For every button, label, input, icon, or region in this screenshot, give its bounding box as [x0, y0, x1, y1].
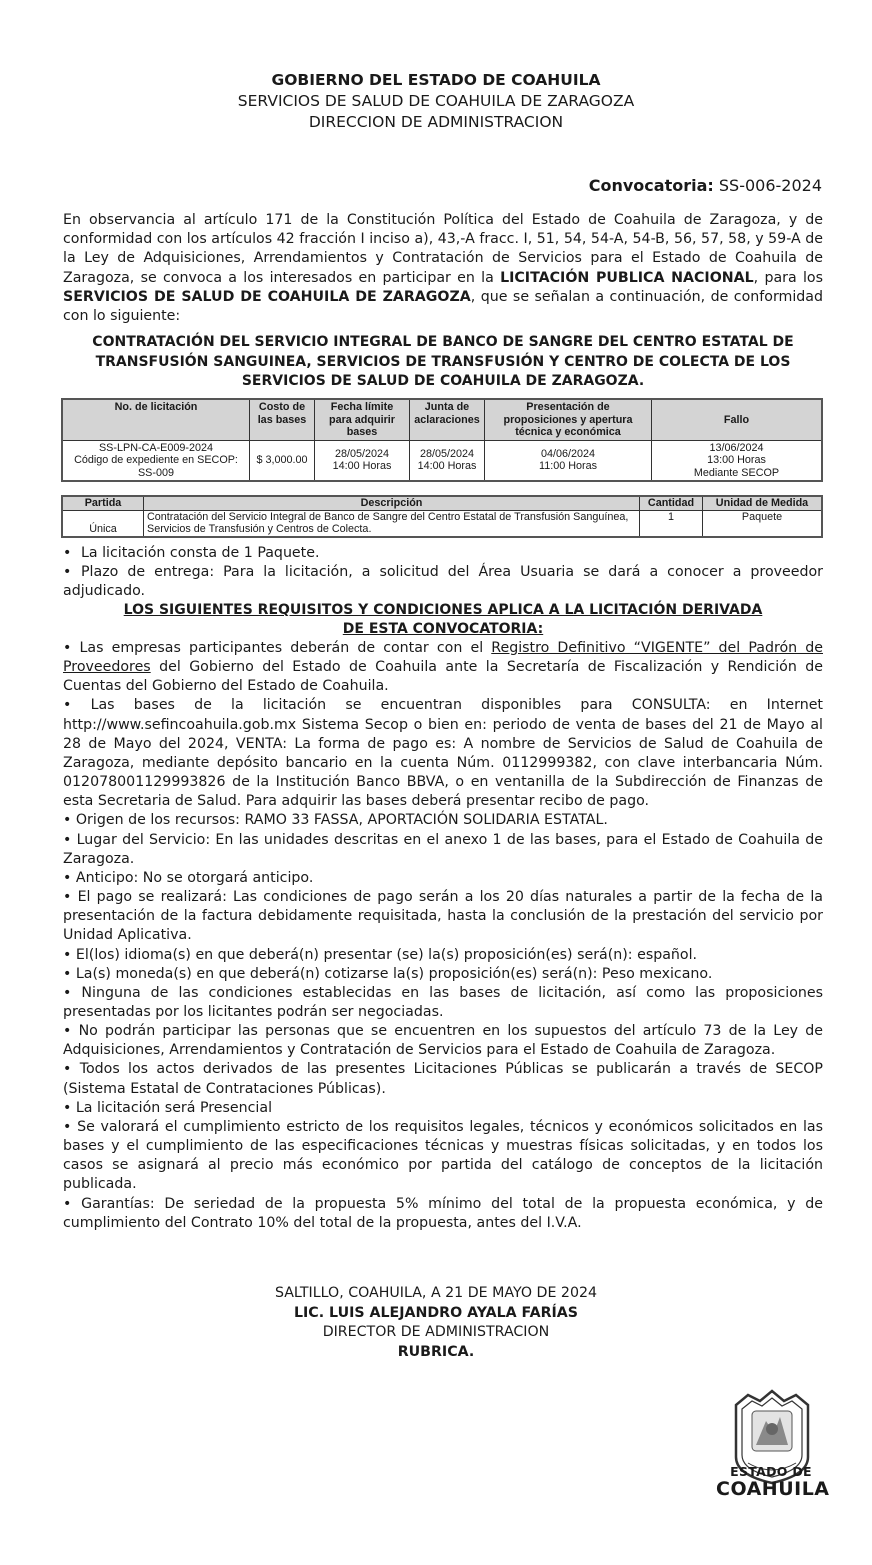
req-text: Se valorará el cumplimiento estricto de los requisitos legales, técnicos y económicos solicitados en las bases y el cumplimiento de las especificaciones técnicas y muestras físicas solicitadas, y en todos los casos se asignará al precio más económico por partida del catálogo de conceptos de la licitación publicada.: [63, 1118, 823, 1193]
logo-coahuila: COAHUILA: [716, 1478, 830, 1500]
req-text: VENTA: La forma de pago es: A nombre de Servicios de Salud de Coahuila de Zaragoza, mediante depósito bancario en la cuenta Núm.: [63, 735, 823, 771]
convocatoria-number: [589, 176, 822, 195]
list-item: • Las bases de la licitación se encuentran disponibles para CONSULTA: en Internet http://www.sefincoahuila.gob.mx Sistema Secop o bien en: periodo de venta de bases del 21 de Mayo al 28 de Mayo del 2024, VENTA: La forma de pago es: A nombre de Servicios de Salud de Coahuila de Zaragoza, mediante depósito bancario en la cuenta Núm. 0112999382, con clave interbancaria Núm. 012078001129993826 de la Institución Banco BBVA, o en ventanilla de la Subdirección de Finanzas de esta Secretaria de Salud. Para adquirir las bases deberá presentar recibo de pago.: [63, 697, 824, 810]
presentacion-date: 04/06/2024: [540, 447, 596, 460]
licitacion-number: SS-LPN-CA-E009-2024: [98, 441, 214, 454]
signer-name: LIC. LUIS ALEJANDRO AYALA FARÍAS: [293, 1304, 579, 1321]
list-item: • Todos los actos derivados de las presentes Licitaciones Públicas se publicarán a través de SECOP (Sistema Estatal de Contrataciones Públicas).: [63, 1061, 823, 1097]
fallo-time: 13:00 Horas: [707, 454, 766, 466]
cell-fecha-limite: [315, 440, 410, 481]
list-item: • El pago se realizará: Las condiciones de pago serán a los 20 días naturales a partir de la fecha de la presentación de la factura debidamente requisitada, hasta la conclusión de la prestación del servicio por Unidad Aplicativa.: [63, 889, 823, 944]
req-text: Las empresas participantes deberán de contar con el: [79, 640, 492, 656]
notes-list: [63, 544, 823, 602]
cell-costo: $ 3,000.00: [250, 440, 315, 481]
list-item: • No podrán participar las personas que se encuentren en los supuestos del artículo 73 de la Ley de Adquisiciones, Arrendamientos y Contratación de Servicios para el Estado de Coahuila de Zaragoza.: [63, 1023, 823, 1059]
table-row: [62, 440, 822, 481]
table-row: [62, 510, 822, 537]
intro-bold-licitacion: LICITACIÓN PUBLICA NACIONAL: [500, 269, 754, 286]
service-title: CONTRATACIÓN DEL SERVICIO INTEGRAL DE BANCO DE SANGRE DEL CENTRO ESTATAL DE TRANSFUSIÓN SANGUINEA, SERVICIOS DE TRANSFUSIÓN Y CENTRO DE COLECTA DE LOS SERVICIOS DE SALUD DE COAHUILA DE ZARAGOZA.: [92, 334, 794, 389]
junta-date: 28/05/2024: [419, 447, 475, 460]
cell-unidad: Paquete: [703, 510, 823, 537]
list-item: • El(los) idioma(s) en que deberá(n) presentar (se) la(s) proposición(es) será(n): español.: [63, 946, 698, 963]
clabe-number: 012078001129993826: [63, 774, 226, 791]
col-header: Junta de aclaraciones: [410, 399, 485, 440]
cell-licitacion: [62, 440, 250, 481]
fallo-date: 13/06/2024: [709, 441, 764, 454]
licitacion-table: [61, 398, 823, 482]
intro-paragraph: [63, 211, 823, 326]
header-direction: DIRECCION DE ADMINISTRACION: [308, 113, 564, 131]
req-text: en Internet: [710, 697, 823, 714]
account-number: 0112999382: [502, 754, 593, 771]
list-item: • Ninguna de las condiciones establecidas en las bases de licitación, así como las proposiciones presentadas por los licitantes podrán ser negociadas.: [63, 984, 823, 1020]
intro-text: , que se señalan a continuación, de conformidad con lo siguiente:: [63, 288, 823, 325]
cell-presentacion: [485, 440, 652, 481]
req-text: El(los) idioma(s) en que deberá(n) presentar (se) la(s) proposición(es) será(n): español.: [75, 946, 698, 963]
req-text: CONSULTA:: [631, 697, 711, 714]
col-header: Cantidad: [640, 496, 703, 510]
list-item: • Anticipo: No se otorgará anticipo.: [63, 869, 314, 886]
req-text: , o en ventanilla de la Subdirección de Finanzas de esta Secretaria de Salud. Para adquirir las bases deberá presentar recibo de pago.: [63, 774, 823, 810]
list-item: • Las empresas participantes deberán de contar con el Registro Definitivo “VIGENTE” del Padrón de Proveedores del Gobierno del Estado de Coahuila ante la Secretaría de Fiscalización y Rendición de Cuentas del Gobierno del Estado de Coahuila.: [63, 640, 823, 695]
req-text: Anticipo: No se otorgará anticipo.: [75, 869, 314, 886]
cell-descripcion: Contratación del Servicio Integral de Banco de Sangre del Centro Estatal de Transfusión Sanguínea, Servicios de Transfusión y Centros de Colecta.: [144, 510, 640, 537]
intro-text: En observancia al artículo 171 de la Constitución Política del Estado de Coahuila de Zaragoza, y de conformidad con los artículos 42 fracción I inciso a), 43,-A fracc. I, 51, 54, 54-A, 54-B, 56, 57, 58, y 59-A de la Ley de Adquisiciones, Arrendamientos y Contratación de Servicios para el Estado de Coahuila de Zaragoza, se convoca a los interesados en participar en la: [63, 212, 823, 286]
fecha-time: 14:00 Horas: [332, 460, 392, 473]
requirements-title: [63, 601, 823, 639]
partida-table: [61, 495, 823, 538]
fecha-date: 28/05/2024: [334, 447, 390, 460]
req-text: de la Institución Banco: [225, 774, 407, 791]
table-header-row: [62, 399, 822, 440]
col-header: No. de licitación: [62, 399, 250, 440]
list-item: • La licitación consta de 1 Paquete.: [63, 545, 320, 561]
req-text: Sistema Secop o bien en: periodo de venta de bases del: [296, 716, 720, 733]
convocatoria-value: SS-006-2024: [718, 176, 822, 195]
req-text: Origen de los recursos:: [75, 812, 245, 829]
req-text: SECOP: [775, 1061, 823, 1078]
signer-position: DIRECTOR DE ADMINISTRACION: [322, 1324, 550, 1340]
signature-block: [0, 1284, 872, 1362]
col-header: Descripción: [144, 496, 640, 510]
col-header: Costo de las bases: [250, 399, 315, 440]
table-header-row: [62, 496, 822, 510]
col-header: Fallo: [652, 399, 823, 440]
junta-time: 14:00 Horas: [417, 460, 477, 473]
document-header: [0, 70, 872, 133]
place-date: SALTILLO, COAHUILA, A 21 DE MAYO DE 2024: [274, 1285, 598, 1301]
req-text: RAMO 33 FASSA, APORTACIÓN SOLIDARIA ESTATAL.: [244, 812, 608, 829]
list-item: • Se valorará el cumplimiento estricto de los requisitos legales, técnicos y económicos solicitados en las bases y el cumplimiento de las especificaciones técnicas y muestras físicas solicitadas, y en todos los casos se asignará al precio más económico por partida del catálogo de conceptos de la licitación publicada.: [63, 1118, 823, 1193]
convocatoria-label: Convocatoria:: [588, 176, 714, 195]
col-header: Partida: [62, 496, 144, 510]
col-header: Unidad de Medida: [703, 496, 823, 510]
cell-junta: [410, 440, 485, 481]
req-text: Presencial: [199, 1099, 273, 1116]
requirements-title-line: DE ESTA CONVOCATORIA:: [342, 621, 544, 637]
header-agency: SERVICIOS DE SALUD DE COAHUILA DE ZARAGOZA: [237, 92, 635, 110]
list-item: • La licitación será Presencial: [63, 1099, 273, 1116]
intro-bold-servicios: SERVICIOS DE SALUD DE COAHUILA DE ZARAGOZA: [63, 288, 471, 305]
req-text: (Sistema Estatal de Contrataciones Públicas).: [63, 1080, 386, 1097]
col-header: Presentación de proposiciones y apertura técnica y económica: [485, 399, 652, 440]
expediente-code: SS-009: [137, 466, 174, 479]
list-item: • Origen de los recursos: RAMO 33 FASSA, APORTACIÓN SOLIDARIA ESTATAL.: [63, 812, 608, 829]
note-text: Plazo de entrega: Para la licitación, a solicitud del Área Usuaria se dará a conocer a proveedor adjudicado.: [63, 564, 823, 600]
note-text: La licitación consta de 1 Paquete.: [81, 545, 320, 561]
cell-fallo: [652, 440, 823, 481]
req-text: No podrán participar las personas que se encuentren en los supuestos del artículo 73 de la Ley de Adquisiciones, Arrendamientos y Contratación de Servicios para el Estado de Coahuila de Zaragoza.: [63, 1023, 823, 1059]
req-text: El pago se realizará: Las condiciones de pago serán a los 20 días naturales a partir de la fecha de la presentación de la factura debidamente requisitada, hasta la conclusión de la prestación del servicio por Unidad Aplicativa.: [63, 889, 823, 944]
req-text: La licitación será: [75, 1099, 200, 1116]
col-header: Fecha límite para adquirir bases: [315, 399, 410, 440]
cell-cantidad: 1: [640, 510, 703, 537]
list-item: • Garantías: De seriedad de la propuesta 5% mínimo del total de la propuesta económica, y de cumplimiento del Contrato 10% del total de la propuesta, antes del I.V.A.: [63, 1195, 823, 1231]
logo-estado: ESTADO DE: [730, 1464, 812, 1479]
list-item: • Lugar del Servicio: En las unidades descritas en el anexo 1 de las bases, para el Estado de Coahuila de Zaragoza.: [63, 831, 823, 867]
req-text: Todos los actos derivados de las presentes Licitaciones Públicas se publicarán a través de: [79, 1061, 776, 1078]
padron-underlined: Registro Definitivo “VIGENTE” del Padrón de Proveedores: [63, 640, 823, 676]
expediente-label: Código de expediente en SECOP:: [74, 454, 238, 466]
req-text: , con clave interbancaria Núm.: [592, 754, 824, 771]
sefin-link[interactable]: http://www.sefincoahuila.gob.mx: [63, 716, 297, 733]
req-text: Ninguna de las condiciones establecidas en las bases de licitación, así como las proposiciones presentadas por los licitantes podrán ser negociadas.: [63, 984, 823, 1020]
req-text: del Gobierno del Estado de Coahuila ante la Secretaría de Fiscalización y Rendición de Cuentas del Gobierno del Estado de Coahuila.: [63, 659, 823, 695]
list-item: • La(s) moneda(s) en que deberá(n) cotizarse la(s) proposición(es) será(n): Peso mexicano.: [63, 965, 713, 982]
rubrica: RUBRICA.: [397, 1343, 475, 1360]
presentacion-time: 11:00 Horas: [538, 460, 598, 473]
req-text: Garantías: De seriedad de la propuesta 5% mínimo del total de la propuesta económica, y de cumplimiento del Contrato 10% del total de la propuesta, antes del I.V.A.: [63, 1195, 823, 1231]
req-text: Lugar del Servicio: En las unidades descritas en el anexo 1 de las bases, para el Estado de Coahuila de Zaragoza.: [63, 831, 823, 867]
bank-name: BBVA: [406, 774, 445, 791]
req-text: La(s) moneda(s) en que deberá(n) cotizarse la(s) proposición(es) será(n): Peso mexicano.: [75, 965, 713, 982]
req-text: 21 de Mayo al 28 de Mayo del 2024,: [63, 716, 823, 752]
header-government: GOBIERNO DEL ESTADO DE COAHUILA: [271, 71, 601, 89]
cell-partida: Única: [62, 510, 144, 537]
intro-text: , para los: [753, 269, 823, 286]
list-item: • Plazo de entrega: Para la licitación, a solicitud del Área Usuaria se dará a conocer a proveedor adjudicado.: [63, 564, 823, 600]
requirements-list: [63, 639, 823, 1233]
fallo-medium: Mediante SECOP: [693, 466, 780, 479]
req-text: Las bases de la licitación se encuentran disponibles para: [90, 697, 632, 714]
requirements-title-line: LOS SIGUIENTES REQUISITOS Y CONDICIONES APLICA A LA LICITACIÓN DERIVADA: [123, 602, 763, 618]
